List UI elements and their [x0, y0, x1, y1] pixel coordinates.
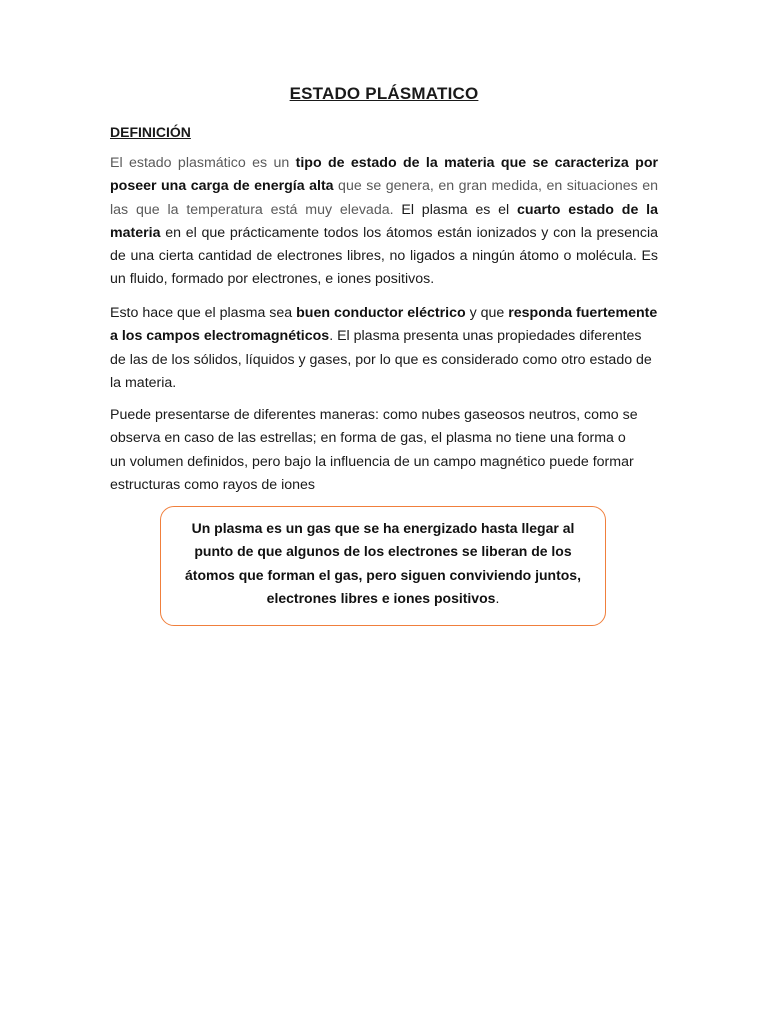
callout-text: Un plasma es un gas que se ha energizado hasta llegar al punto de que algunos de los electrones se liberan de los átomos que forman el gas, pero siguen conviviendo juntos, electrones libres e iones positivos — [185, 520, 581, 606]
paragraph-conductor — [110, 302, 658, 395]
p1-bold-tipo: tipo de estado de la materia que se caracteriza por poseer una carga de energía alta — [110, 155, 659, 195]
p1-bold-cuarto-estado: cuarto estado de la materia — [110, 201, 658, 241]
p1-text-ionizados: en el que prácticamente todos los átomos están ionizados y con la presencia de una cierta cantidad de electrones libres, no ligados a ningún átomo o molécula. Es un fluido, formado por electrones, e iones positivos. — [110, 224, 658, 288]
p2-text-y-que: y que — [465, 305, 509, 321]
p3-line-4: estructuras como rayos de iones — [110, 476, 316, 493]
paragraph-definition — [110, 152, 658, 292]
p1-text-plasma: El plasma es el — [393, 201, 518, 218]
callout-tail: . — [495, 589, 500, 606]
document-title: ESTADO PLÁSMATICO — [289, 84, 479, 103]
p2-text-propiedades: . El plasma presenta unas propiedades diferentes de las de los sólidos, líquidos y gases, por lo que es considerado como otro estado de la materia. — [110, 328, 652, 391]
p2-bold-campos: responda fuertemente a los campos electromagnéticos — [110, 305, 658, 345]
p2-bold-conductor: buen conductor eléctrico — [296, 305, 466, 321]
p1-text-intro: El estado plasmático es un — [110, 155, 296, 171]
paragraph-maneras — [110, 404, 658, 497]
p3-line-2: observa en caso de las estrellas; en forma de gas, el plasma no tiene una forma o — [110, 430, 626, 447]
p3-line-3: un volumen definidos, pero bajo la influencia de un campo magnético puede formar — [110, 453, 634, 470]
p1-text-temperatura: que se genera, en gran medida, en situaciones en las que la temperatura está muy elevada. — [110, 178, 658, 218]
callout-box — [160, 506, 606, 626]
p3-line-1: Puede presentarse de diferentes maneras: como nubes gaseosos neutros, como se — [110, 407, 638, 423]
section-heading-definicion: DEFINICIÓN — [110, 124, 191, 140]
p2-text-intro: Esto hace que el plasma sea — [110, 305, 297, 321]
